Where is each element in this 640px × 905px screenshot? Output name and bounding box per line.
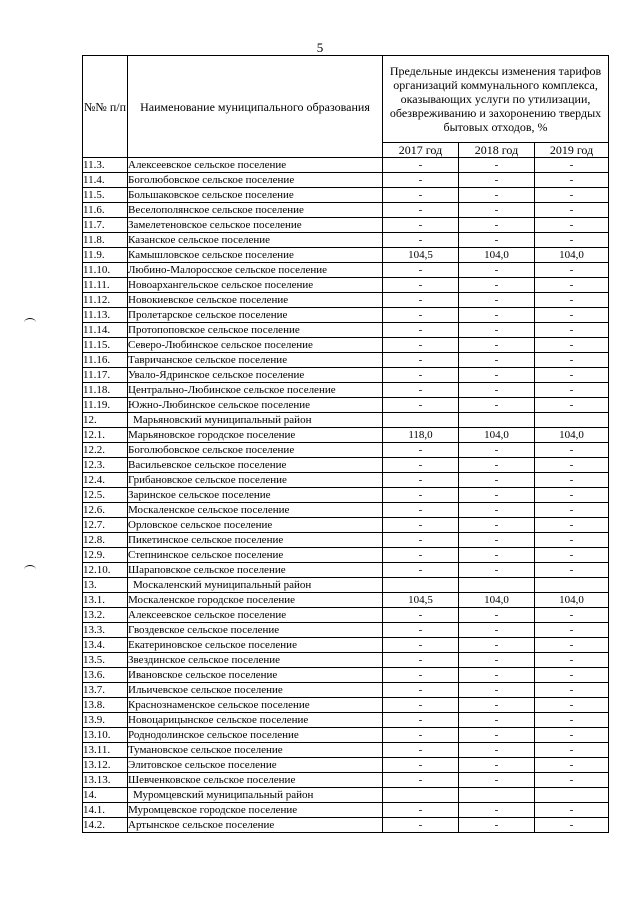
index-value-2018: - bbox=[459, 233, 535, 248]
table-row bbox=[83, 773, 609, 788]
index-value-2017: - bbox=[383, 173, 459, 188]
index-value-2018: - bbox=[459, 653, 535, 668]
index-value-2017: 104,5 bbox=[383, 593, 459, 608]
index-value-2017: - bbox=[383, 758, 459, 773]
row-number: 11.14. bbox=[83, 323, 128, 338]
index-value-2018: 104,0 bbox=[459, 428, 535, 443]
index-value-2019: - bbox=[535, 458, 609, 473]
municipality-name: Москаленское сельское поселение bbox=[128, 503, 383, 518]
index-value-2018: - bbox=[459, 698, 535, 713]
index-value-2017: - bbox=[383, 638, 459, 653]
table-body bbox=[83, 158, 609, 833]
row-number: 11.6. bbox=[83, 203, 128, 218]
table-row bbox=[83, 233, 609, 248]
header-tariff-index: Предельные индексы изменения тарифов организаций коммунального комплекса, оказывающих услуги по утилизации, обезвреживанию и захоронению твердых бытовых отходов, % bbox=[383, 56, 609, 143]
index-value-2019: - bbox=[535, 293, 609, 308]
district-name: Муромцевский муниципальный район bbox=[128, 788, 383, 803]
index-value-2018: - bbox=[459, 743, 535, 758]
index-value-2019: - bbox=[535, 743, 609, 758]
municipality-name: Васильевское сельское поселение bbox=[128, 458, 383, 473]
table-row bbox=[83, 308, 609, 323]
index-value-2019: - bbox=[535, 158, 609, 173]
index-value-2018: - bbox=[459, 533, 535, 548]
index-value-2019: - bbox=[535, 323, 609, 338]
index-value-2018: - bbox=[459, 758, 535, 773]
table-row bbox=[83, 368, 609, 383]
municipality-name: Артынское сельское поселение bbox=[128, 818, 383, 833]
index-value-2017: - bbox=[383, 278, 459, 293]
index-value-2017: - bbox=[383, 293, 459, 308]
index-value-2018 bbox=[459, 788, 535, 803]
index-value-2019: - bbox=[535, 443, 609, 458]
index-value-2018: - bbox=[459, 458, 535, 473]
index-value-2019: - bbox=[535, 503, 609, 518]
table-row bbox=[83, 323, 609, 338]
index-value-2018: - bbox=[459, 383, 535, 398]
index-value-2018: - bbox=[459, 473, 535, 488]
index-value-2017: - bbox=[383, 773, 459, 788]
header-year-2017: 2017 год bbox=[383, 143, 459, 158]
row-number: 11.18. bbox=[83, 383, 128, 398]
index-value-2018: - bbox=[459, 773, 535, 788]
index-value-2019: - bbox=[535, 173, 609, 188]
municipality-name: Москаленское городское поселение bbox=[128, 593, 383, 608]
table-row bbox=[83, 803, 609, 818]
municipality-name: Екатериновское сельское поселение bbox=[128, 638, 383, 653]
table-row bbox=[83, 698, 609, 713]
row-number: 13.5. bbox=[83, 653, 128, 668]
index-value-2019: - bbox=[535, 263, 609, 278]
index-value-2018: - bbox=[459, 623, 535, 638]
table-row bbox=[83, 293, 609, 308]
index-value-2018: - bbox=[459, 608, 535, 623]
municipality-name: Камышловское сельское поселение bbox=[128, 248, 383, 263]
index-value-2019: 104,0 bbox=[535, 248, 609, 263]
index-value-2018: - bbox=[459, 203, 535, 218]
row-number: 11.12. bbox=[83, 293, 128, 308]
row-number: 11.16. bbox=[83, 353, 128, 368]
index-value-2019: - bbox=[535, 818, 609, 833]
index-value-2019: - bbox=[535, 533, 609, 548]
index-value-2019: - bbox=[535, 683, 609, 698]
row-number: 12.7. bbox=[83, 518, 128, 533]
header-number: №№ п/п bbox=[83, 56, 128, 158]
page-number: 5 bbox=[316, 40, 324, 55]
index-value-2017: - bbox=[383, 308, 459, 323]
row-number: 13.11. bbox=[83, 743, 128, 758]
index-value-2019: - bbox=[535, 728, 609, 743]
row-number: 12.4. bbox=[83, 473, 128, 488]
table-row bbox=[83, 413, 609, 428]
index-value-2017: - bbox=[383, 188, 459, 203]
index-value-2018: - bbox=[459, 353, 535, 368]
municipality-name: Новоархангельское сельское поселение bbox=[128, 278, 383, 293]
row-number: 13.12. bbox=[83, 758, 128, 773]
index-value-2017: - bbox=[383, 323, 459, 338]
index-value-2018: - bbox=[459, 728, 535, 743]
table-row bbox=[83, 608, 609, 623]
index-value-2018: - bbox=[459, 323, 535, 338]
index-value-2019: - bbox=[535, 713, 609, 728]
row-number: 11.8. bbox=[83, 233, 128, 248]
index-value-2017: - bbox=[383, 743, 459, 758]
table-row bbox=[83, 203, 609, 218]
municipality-name: Южно-Любинское сельское поселение bbox=[128, 398, 383, 413]
municipality-name: Роднодолинское сельское поселение bbox=[128, 728, 383, 743]
index-value-2019: - bbox=[535, 473, 609, 488]
index-value-2018: - bbox=[459, 158, 535, 173]
municipality-name: Ильичевское сельское поселение bbox=[128, 683, 383, 698]
table-row bbox=[83, 443, 609, 458]
table-row bbox=[83, 638, 609, 653]
row-number: 13.2. bbox=[83, 608, 128, 623]
municipality-name: Заринское сельское поселение bbox=[128, 488, 383, 503]
municipality-name: Тавричанское сельское поселение bbox=[128, 353, 383, 368]
index-value-2017: 118,0 bbox=[383, 428, 459, 443]
row-number: 12.8. bbox=[83, 533, 128, 548]
index-value-2017 bbox=[383, 788, 459, 803]
index-value-2018: - bbox=[459, 638, 535, 653]
index-value-2018: - bbox=[459, 503, 535, 518]
municipality-name: Степнинское сельское поселение bbox=[128, 548, 383, 563]
index-value-2019: - bbox=[535, 653, 609, 668]
index-value-2017: - bbox=[383, 263, 459, 278]
index-value-2019: - bbox=[535, 773, 609, 788]
row-number: 14. bbox=[83, 788, 128, 803]
index-value-2017: - bbox=[383, 653, 459, 668]
index-value-2018: - bbox=[459, 218, 535, 233]
index-value-2019: - bbox=[535, 188, 609, 203]
table-row bbox=[83, 713, 609, 728]
index-value-2019: - bbox=[535, 548, 609, 563]
table-row bbox=[83, 758, 609, 773]
municipality-name: Центрально-Любинское сельское поселение bbox=[128, 383, 383, 398]
row-number: 13.3. bbox=[83, 623, 128, 638]
index-value-2018 bbox=[459, 413, 535, 428]
row-number: 11.10. bbox=[83, 263, 128, 278]
municipality-name: Гвоздевское сельское поселение bbox=[128, 623, 383, 638]
row-number: 13.8. bbox=[83, 698, 128, 713]
municipality-name: Грибановское сельское поселение bbox=[128, 473, 383, 488]
municipality-name: Протопоповское сельское поселение bbox=[128, 323, 383, 338]
table-row bbox=[83, 338, 609, 353]
municipality-name: Ивановское сельское поселение bbox=[128, 668, 383, 683]
index-value-2019: - bbox=[535, 353, 609, 368]
index-value-2017: - bbox=[383, 608, 459, 623]
row-number: 12.3. bbox=[83, 458, 128, 473]
table-row bbox=[83, 548, 609, 563]
index-value-2019: - bbox=[535, 308, 609, 323]
municipality-name: Муромцевское городское поселение bbox=[128, 803, 383, 818]
table-row bbox=[83, 188, 609, 203]
municipality-name: Шараповское сельское поселение bbox=[128, 563, 383, 578]
index-value-2018: - bbox=[459, 188, 535, 203]
index-value-2019 bbox=[535, 578, 609, 593]
municipality-name: Замелетеновское сельское поселение bbox=[128, 218, 383, 233]
index-value-2019: 104,0 bbox=[535, 428, 609, 443]
index-value-2019: - bbox=[535, 803, 609, 818]
index-value-2017: - bbox=[383, 563, 459, 578]
index-value-2019: - bbox=[535, 398, 609, 413]
index-value-2019: - bbox=[535, 698, 609, 713]
table-row bbox=[83, 353, 609, 368]
row-number: 14.1. bbox=[83, 803, 128, 818]
index-value-2018: - bbox=[459, 803, 535, 818]
row-number: 11.13. bbox=[83, 308, 128, 323]
municipality-name: Краснознаменское сельское поселение bbox=[128, 698, 383, 713]
municipality-name: Казанское сельское поселение bbox=[128, 233, 383, 248]
table-row bbox=[83, 278, 609, 293]
index-value-2019: - bbox=[535, 758, 609, 773]
table-row bbox=[83, 218, 609, 233]
row-number: 11.5. bbox=[83, 188, 128, 203]
municipality-name: Новоцарицынское сельское поселение bbox=[128, 713, 383, 728]
municipality-name: Боголюбовское сельское поселение bbox=[128, 173, 383, 188]
row-number: 13.1. bbox=[83, 593, 128, 608]
index-value-2017: - bbox=[383, 203, 459, 218]
index-value-2019: - bbox=[535, 518, 609, 533]
municipality-name: Элитовское сельское поселение bbox=[128, 758, 383, 773]
municipality-name: Алексеевское сельское поселение bbox=[128, 158, 383, 173]
index-value-2017: - bbox=[383, 728, 459, 743]
district-name: Москаленский муниципальный район bbox=[128, 578, 383, 593]
municipality-name: Звездинское сельское поселение bbox=[128, 653, 383, 668]
table-row bbox=[83, 383, 609, 398]
index-value-2019: - bbox=[535, 563, 609, 578]
table-row bbox=[83, 668, 609, 683]
table-row bbox=[83, 173, 609, 188]
row-number: 13.9. bbox=[83, 713, 128, 728]
municipality-name: Боголюбовское сельское поселение bbox=[128, 443, 383, 458]
index-value-2017: - bbox=[383, 623, 459, 638]
index-value-2017: - bbox=[383, 398, 459, 413]
row-number: 13.6. bbox=[83, 668, 128, 683]
table-row bbox=[83, 518, 609, 533]
row-number: 11.7. bbox=[83, 218, 128, 233]
index-value-2019: - bbox=[535, 668, 609, 683]
tariff-index-table bbox=[82, 55, 609, 833]
index-value-2019: - bbox=[535, 278, 609, 293]
index-value-2017: - bbox=[383, 473, 459, 488]
index-value-2019: - bbox=[535, 488, 609, 503]
index-value-2017: - bbox=[383, 818, 459, 833]
row-number: 12.2. bbox=[83, 443, 128, 458]
municipality-name: Алексеевское сельское поселение bbox=[128, 608, 383, 623]
index-value-2017: - bbox=[383, 803, 459, 818]
row-number: 12.10. bbox=[83, 563, 128, 578]
margin-mark bbox=[24, 318, 36, 327]
margin-mark bbox=[24, 565, 36, 574]
index-value-2018: - bbox=[459, 338, 535, 353]
table-row bbox=[83, 533, 609, 548]
municipality-name: Пикетинское сельское поселение bbox=[128, 533, 383, 548]
index-value-2019: - bbox=[535, 233, 609, 248]
index-value-2019: 104,0 bbox=[535, 593, 609, 608]
header-year-2019: 2019 год bbox=[535, 143, 609, 158]
row-number: 13. bbox=[83, 578, 128, 593]
table-row bbox=[83, 263, 609, 278]
index-value-2018 bbox=[459, 578, 535, 593]
index-value-2019: - bbox=[535, 383, 609, 398]
index-value-2017: - bbox=[383, 683, 459, 698]
row-number: 11.19. bbox=[83, 398, 128, 413]
table-row bbox=[83, 818, 609, 833]
header-year-2018: 2018 год bbox=[459, 143, 535, 158]
index-value-2018: - bbox=[459, 563, 535, 578]
municipality-name: Увало-Ядринское сельское поселение bbox=[128, 368, 383, 383]
table-row bbox=[83, 788, 609, 803]
index-value-2019: - bbox=[535, 338, 609, 353]
index-value-2017: - bbox=[383, 488, 459, 503]
row-number: 13.7. bbox=[83, 683, 128, 698]
index-value-2017: - bbox=[383, 533, 459, 548]
index-value-2017: 104,5 bbox=[383, 248, 459, 263]
index-value-2017: - bbox=[383, 338, 459, 353]
index-value-2019: - bbox=[535, 218, 609, 233]
index-value-2018: - bbox=[459, 668, 535, 683]
municipality-name: Любино-Малоросское сельское поселение bbox=[128, 263, 383, 278]
municipality-name: Северо-Любинское сельское поселение bbox=[128, 338, 383, 353]
row-number: 11.4. bbox=[83, 173, 128, 188]
table-row bbox=[83, 158, 609, 173]
index-value-2017: - bbox=[383, 458, 459, 473]
row-number: 11.17. bbox=[83, 368, 128, 383]
municipality-name: Большаковское сельское поселение bbox=[128, 188, 383, 203]
table-row bbox=[83, 578, 609, 593]
row-number: 13.13. bbox=[83, 773, 128, 788]
index-value-2019 bbox=[535, 788, 609, 803]
index-value-2018: - bbox=[459, 713, 535, 728]
index-value-2018: - bbox=[459, 818, 535, 833]
index-value-2018: - bbox=[459, 443, 535, 458]
table-row bbox=[83, 653, 609, 668]
index-value-2019: - bbox=[535, 203, 609, 218]
index-value-2018: - bbox=[459, 518, 535, 533]
row-number: 12.5. bbox=[83, 488, 128, 503]
index-value-2017: - bbox=[383, 548, 459, 563]
row-number: 12.9. bbox=[83, 548, 128, 563]
index-value-2018: - bbox=[459, 173, 535, 188]
index-value-2018: - bbox=[459, 548, 535, 563]
table-row bbox=[83, 488, 609, 503]
municipality-name: Тумановское сельское поселение bbox=[128, 743, 383, 758]
index-value-2019: - bbox=[535, 638, 609, 653]
municipality-name: Шевченковское сельское поселение bbox=[128, 773, 383, 788]
table-row bbox=[83, 683, 609, 698]
table-row bbox=[83, 473, 609, 488]
table-row bbox=[83, 503, 609, 518]
row-number: 11.11. bbox=[83, 278, 128, 293]
district-name: Марьяновский муниципальный район bbox=[128, 413, 383, 428]
index-value-2018: - bbox=[459, 308, 535, 323]
index-value-2018: 104,0 bbox=[459, 248, 535, 263]
row-number: 11.15. bbox=[83, 338, 128, 353]
index-value-2017: - bbox=[383, 158, 459, 173]
row-number: 13.10. bbox=[83, 728, 128, 743]
index-value-2017: - bbox=[383, 218, 459, 233]
row-number: 12.6. bbox=[83, 503, 128, 518]
row-number: 12.1. bbox=[83, 428, 128, 443]
row-number: 11.9. bbox=[83, 248, 128, 263]
table-row bbox=[83, 563, 609, 578]
row-number: 11.3. bbox=[83, 158, 128, 173]
index-value-2019: - bbox=[535, 623, 609, 638]
index-value-2018: 104,0 bbox=[459, 593, 535, 608]
row-number: 12. bbox=[83, 413, 128, 428]
municipality-name: Новокиевское сельское поселение bbox=[128, 293, 383, 308]
municipality-name: Марьяновское городское поселение bbox=[128, 428, 383, 443]
municipality-name: Веселополянское сельское поселение bbox=[128, 203, 383, 218]
index-value-2018: - bbox=[459, 293, 535, 308]
municipality-name: Пролетарское сельское поселение bbox=[128, 308, 383, 323]
index-value-2017: - bbox=[383, 383, 459, 398]
table-row bbox=[83, 398, 609, 413]
municipality-name: Орловское сельское поселение bbox=[128, 518, 383, 533]
row-number: 14.2. bbox=[83, 818, 128, 833]
index-value-2018: - bbox=[459, 368, 535, 383]
table-row bbox=[83, 623, 609, 638]
index-value-2017: - bbox=[383, 353, 459, 368]
table-row bbox=[83, 743, 609, 758]
index-value-2017: - bbox=[383, 443, 459, 458]
header-municipality-name: Наименование муниципального образования bbox=[128, 56, 383, 158]
table-row bbox=[83, 248, 609, 263]
index-value-2017 bbox=[383, 413, 459, 428]
table-row bbox=[83, 428, 609, 443]
index-value-2019: - bbox=[535, 608, 609, 623]
index-value-2017: - bbox=[383, 518, 459, 533]
index-value-2017: - bbox=[383, 698, 459, 713]
index-value-2017: - bbox=[383, 233, 459, 248]
table-row bbox=[83, 458, 609, 473]
index-value-2017 bbox=[383, 578, 459, 593]
index-value-2017: - bbox=[383, 668, 459, 683]
table-row bbox=[83, 593, 609, 608]
index-value-2018: - bbox=[459, 683, 535, 698]
index-value-2019: - bbox=[535, 368, 609, 383]
index-value-2018: - bbox=[459, 488, 535, 503]
index-value-2019 bbox=[535, 413, 609, 428]
index-value-2017: - bbox=[383, 713, 459, 728]
index-value-2017: - bbox=[383, 368, 459, 383]
row-number: 13.4. bbox=[83, 638, 128, 653]
index-value-2017: - bbox=[383, 503, 459, 518]
table-row bbox=[83, 728, 609, 743]
index-value-2018: - bbox=[459, 278, 535, 293]
index-value-2018: - bbox=[459, 398, 535, 413]
index-value-2018: - bbox=[459, 263, 535, 278]
